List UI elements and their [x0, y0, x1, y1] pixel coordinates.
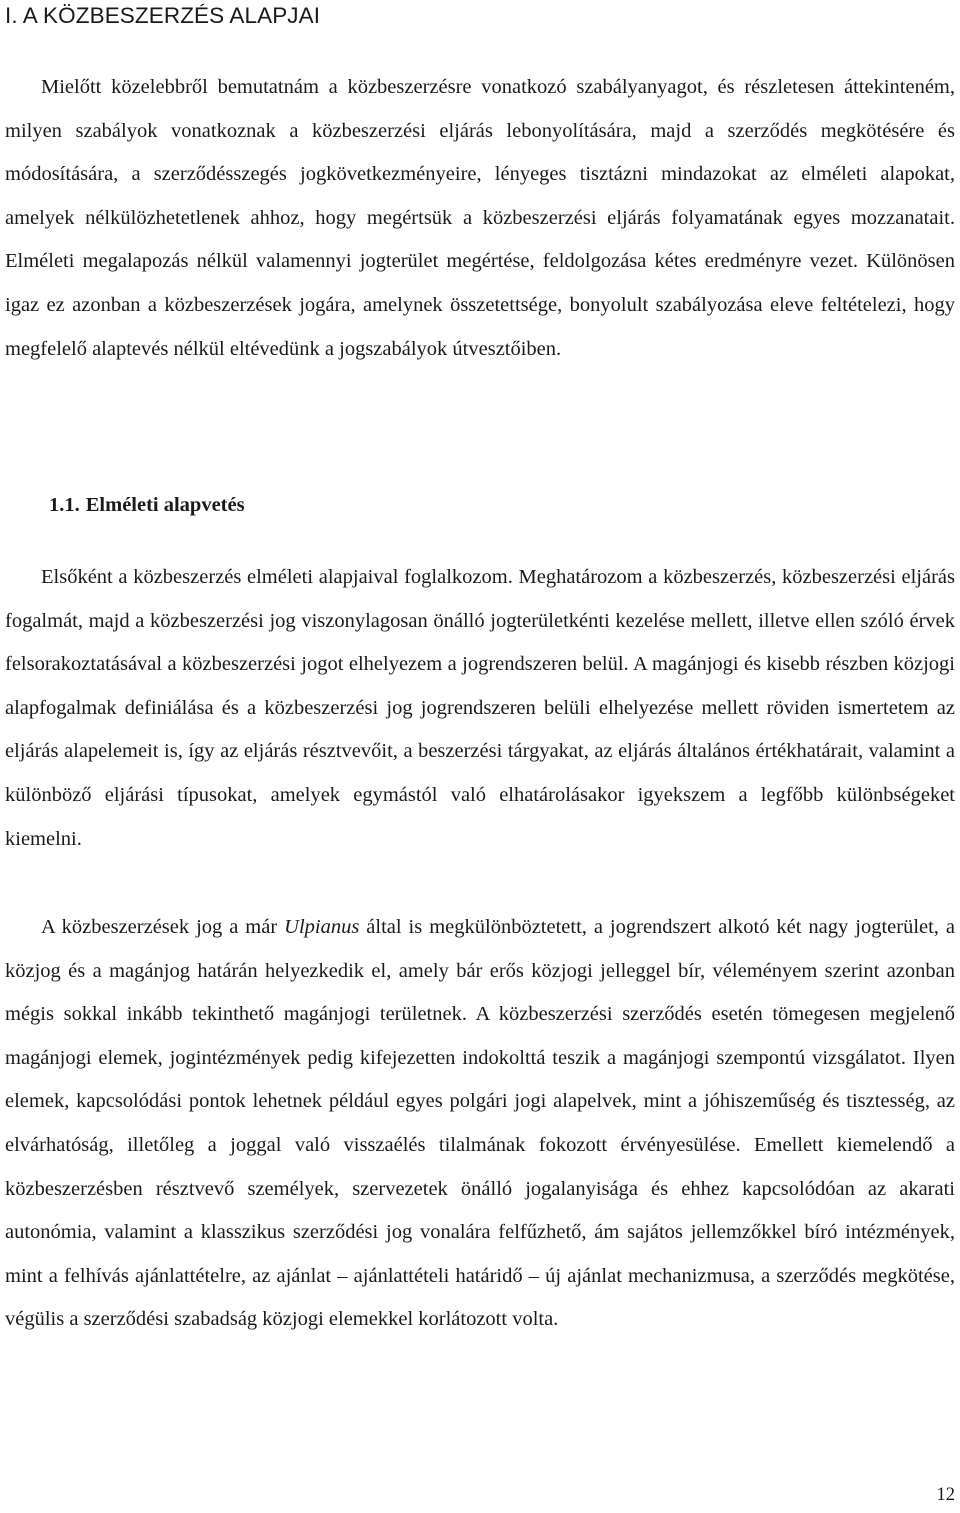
section-title: Elméleti alapvetés — [85, 494, 245, 516]
section-heading — [49, 494, 245, 517]
third-paragraph — [5, 906, 955, 1342]
third-paragraph-start: A közbeszerzések jog a már — [41, 916, 285, 938]
chapter-title: I. A KÖZBESZERZÉS ALAPJAI — [5, 3, 321, 28]
section-number: 1.1. — [49, 494, 80, 516]
ulpianus-italic: Ulpianus — [284, 916, 360, 938]
third-paragraph-rest: által is megkülönböztetett, a jogrendszert alkotó két nagy jogterület, a közjog és a magánjog határán helyezkedik el, amely bár erős közjogi jelleggel bír, véleményem szerint azonban mégis sokkal inkább tekinthető magánjogi területnek. A közbeszerzési szerződés esetén tömegesen megjelenő magánjogi elemek, jogintézmények pedig kifejezetten indokolttá teszik a magánjogi szempontú vizsgálatot. Ilyen elemek, kapcsolódási pontok lehetnek például egyes polgári jogi alapelvek, mint a jóhiszeműség és tisztesség, az elvárhatóság, illetőleg a joggal való visszaélés tilalmának fokozott érvényesülése. Emellett kiemelendő a közbeszerzésben résztvevő személyek, szervezetek önálló jogalanyisága és ehhez kapcsolódóan az akarati autonómia, valamint a klasszikus szerződési jog vonalára felfűzhető, ám sajátos jellemzőkkel bíró intézmények, mint a felhívás ajánlattételre, az ajánlat – ajánlattételi határidő – új ajánlat mechanizmusa, a szerződés megkötése, végülis a szerződési szabadság közjogi elemekkel korlátozott volta. — [5, 916, 955, 1331]
intro-paragraph: Mielőtt közelebbről bemutatnám a közbeszerzésre vonatkozó szabályanyagot, és részletesen áttekinteném, milyen szabályok vonatkoznak a közbeszerzési eljárás lebonyolítására, majd a szerződés megkötésére és módosítására, a szerződésszegés jogkövetkezményeire, lényeges tisztázni mindazokat az elméleti alapokat, amelyek nélkülözhetetlenek ahhoz, hogy megértsük a közbeszerzési eljárás folyamatának egyes mozzanatait. Elméleti megalapozás nélkül valamennyi jogterület megértése, feldolgozása kétes eredményre vezet. Különösen igaz ez azonban a közbeszerzések jogára, amelynek összetettsége, bonyolult szabályozása eleve feltételezi, hogy megfelelő alaptevés nélkül eltévedünk a jogszabályok útvesztőiben. — [5, 76, 955, 360]
section-paragraph: Elsőként a közbeszerzés elméleti alapjaival foglalkozom. Meghatározom a közbeszerzés, közbeszerzési eljárás fogalmát, majd a közbeszerzési jog viszonylagosan önálló jogterületkénti kezelése mellett, illetve ellen szóló érvek felsorakoztatásával a közbeszerzési jogot elhelyezem a jogrendszeren belül. A magánjogi és kisebb részben közjogi alapfogalmak definiálása és a közbeszerzési jog jogrendszeren belüli elhelyezése mellett röviden ismertetem az eljárás alapelemeit is, így az eljárás résztvevőit, a beszerzési tárgyakat, az eljárás általános értékhatárait, valamint a különböző eljárási típusokat, amelyek egymástól való elhatárolásakor igyekszem a legfőbb különbségeket kiemelni. — [5, 566, 955, 850]
page-number: 12 — [936, 1485, 955, 1505]
